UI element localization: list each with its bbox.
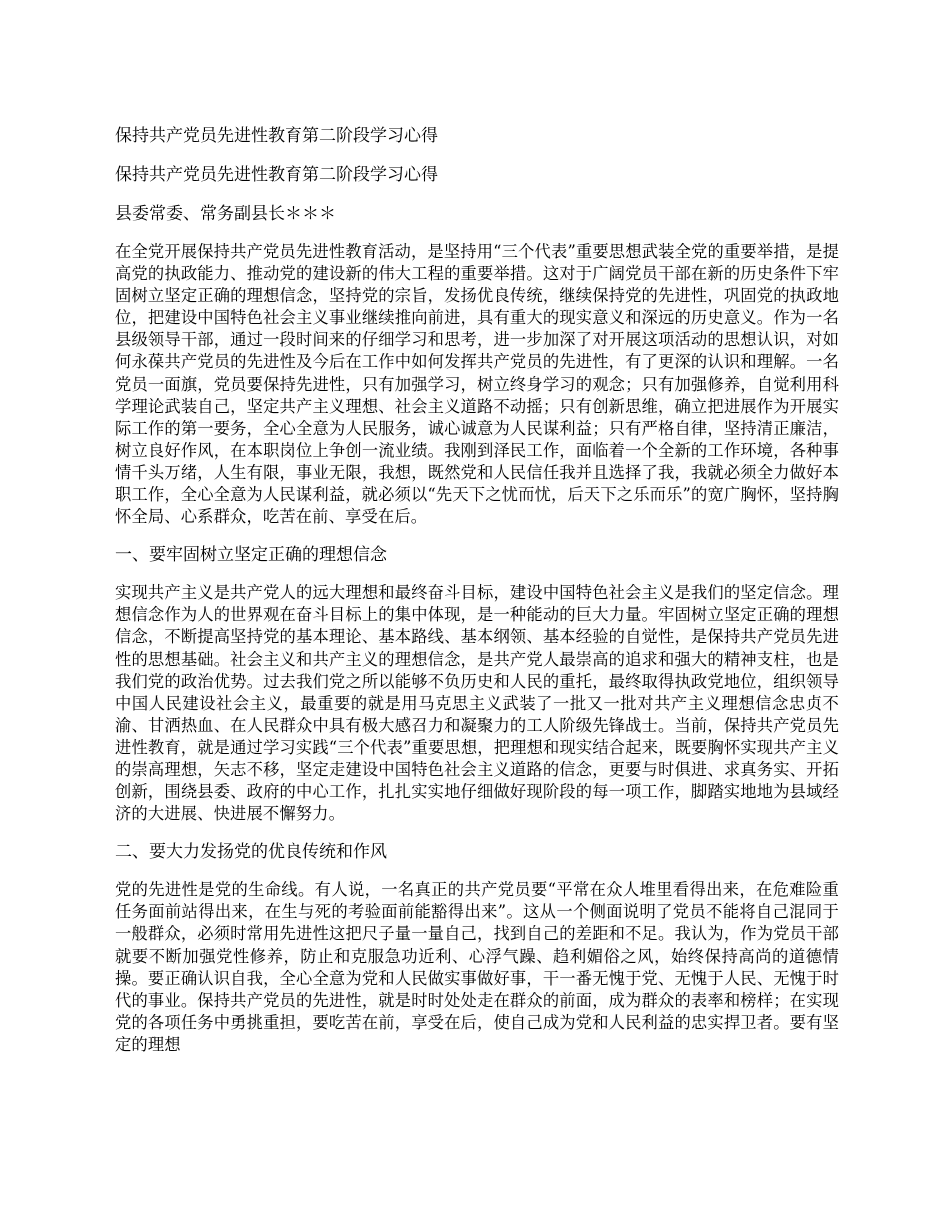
section-1-heading: 一、要牢固树立坚定正确的理想信念 bbox=[115, 545, 387, 566]
document-author: 县委常委、常务副县长＊＊＊ bbox=[115, 204, 336, 224]
document-title: 保持共产党员先进性教育第二阶段学习心得 bbox=[115, 126, 438, 146]
section-2-paragraph: 党的先进性是党的生命线。有人说，一名真正的共产党员要“平常在众人堆里看得出来，在危难险重任务面前站得出来，在生与死的考验面前能豁得出来”。这从一个侧面说明了党员不能将自己混同于一般群众，必须时常用先进性这把尺子量一量自己，找到自己的差距和不足。我认为，作为党员干部就要不断加强党性修养，防止和克服急功近利、心浮气躁、趋利媚俗之风，始终保持高尚的道德情操。要正确认识自我，全心全意为党和人民做实事做好事，干一番无愧于党、无愧于人民、无愧于时代的事业。保持共产党员的先进性，就是时时处处走在群众的前面，成为群众的表率和榜样；在实现党的各项任务中勇挑重担，要吃苦在前，享受在后，使自己成为党和人民利益的忠实捍卫者。要有坚定的理想 bbox=[115, 880, 839, 1054]
document-subtitle: 保持共产党员先进性教育第二阶段学习心得 bbox=[115, 165, 438, 185]
section-2-heading: 二、要大力发扬党的优良传统和作风 bbox=[115, 842, 387, 863]
section-1-paragraph: 实现共产主义是共产党人的远大理想和最终奋斗目标，建设中国特色社会主义是我们的坚定信念。理想信念作为人的世界观在奋斗目标上的集中体现，是一种能动的巨大力量。牢固树立坚定正确的理想信念，不断提高坚持党的基本理论、基本路线、基本纲领、基本经验的自觉性，是保持共产党员先进性的思想基础。社会主义和共产主义的理想信念，是共产党人最崇高的追求和强大的精神支柱，也是我们党的政治优势。过去我们党之所以能够不负历史和人民的重托，最终取得执政党地位，组织领导中国人民建设社会主义，最重要的就是用马克思主义武装了一批又一批对共产主义理想信念忠贞不渝、甘洒热血、在人民群众中具有极大感召力和凝聚力的工人阶级先锋战士。当前，保持共产党员先进性教育，就是通过学习实践“三个代表”重要思想，把理想和现实结合起来，既要胸怀实现共产主义的崇高理想，矢志不移，坚定走建设中国特色社会主义道路的信念，更要与时俱进、求真务实、开拓创新，围绕县委、政府的中心工作，扎扎实实地仔细做好现阶段的每一项工作，脚踏实地地为县域经济的大进展、快进展不懈努力。 bbox=[115, 583, 839, 824]
document-page bbox=[115, 124, 839, 1071]
intro-paragraph: 在全党开展保持共产党员先进性教育活动，是坚持用“三个代表”重要思想武装全党的重要举措，是提高党的执政能力、推动党的建设新的伟大工程的重要举措。这对于广阔党员干部在新的历史条件下牢固树立坚定正确的理想信念，坚持党的宗旨，发扬优良传统，继续保持党的先进性，巩固党的执政地位，把建设中国特色社会主义事业继续推向前进，具有重大的现实意义和深远的历史意义。作为一名县级领导干部，通过一段时间来的仔细学习和思考，进一步加深了对开展这项活动的思想认识，对如何永葆共产党员的先进性及今后在工作中如何发挥共产党员的先进性，有了更深的认识和理解。一名党员一面旗，党员要保持先进性，只有加强学习，树立终身学习的观念；只有加强修养，自觉利用科学理论武装自己，坚定共产主义理想、社会主义道路不动摇；只有创新思维，确立把进展作为开展实际工作的第一要务，全心全意为人民服务，诚心诚意为人民谋利益；只有严格自律，坚持清正廉洁，树立良好作风，在本职岗位上争创一流业绩。我刚到泽民工作，面临着一个全新的工作环境，各种事情千头万绪，人生有限，事业无限，我想，既然党和人民信任我并且选择了我，我就必须全力做好本职工作，全心全意为人民谋利益，就必须以“先天下之忧而忧，后天下之乐而乐”的宽广胸怀，坚持胸怀全局、心系群众，吃苦在前、享受在后。 bbox=[115, 242, 839, 527]
